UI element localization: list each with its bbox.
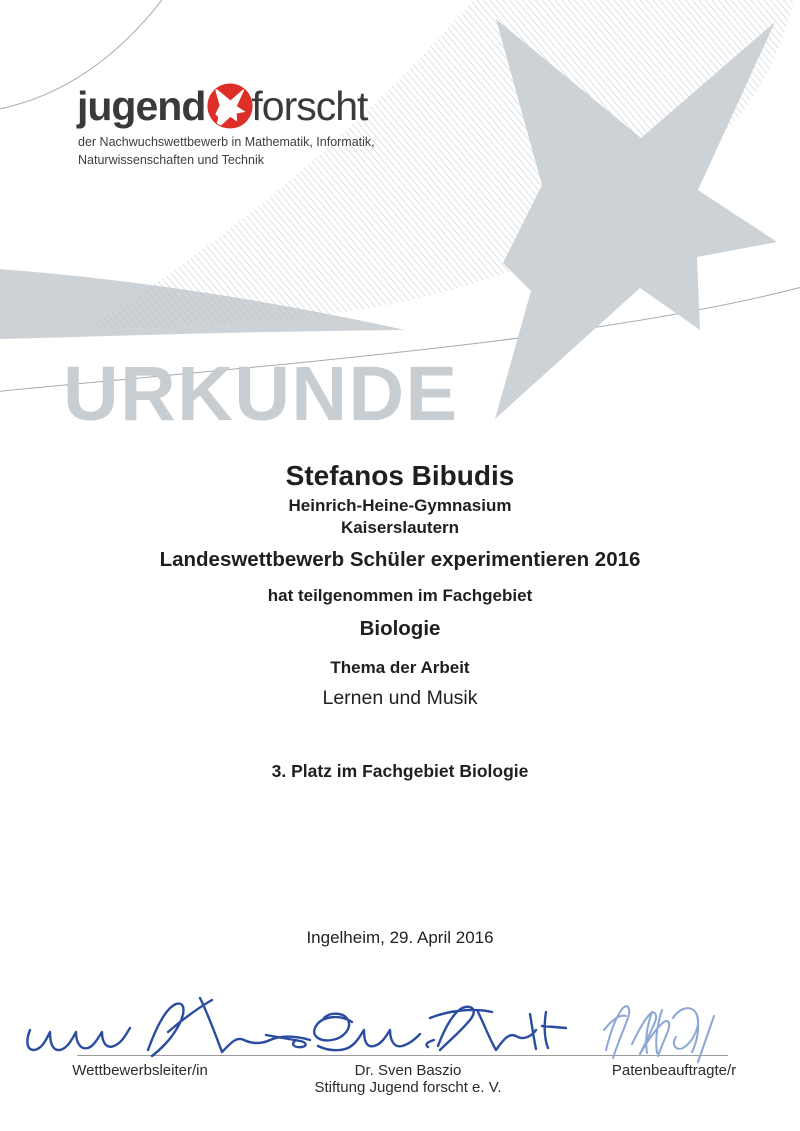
signature-label-middle [258, 1063, 558, 1096]
signature-right [604, 1006, 714, 1062]
participation-text: hat teilgenommen im Fachgebiet [267, 586, 533, 605]
signature-label-right: Patenbeauftragte/r [611, 1062, 737, 1079]
competition-title: Landeswettbewerb Schüler experimentieren 2016 [159, 548, 641, 571]
urkunde-watermark-title: URKUNDE [63, 351, 459, 437]
signer-organization: Stiftung Jugend forscht e. V. [314, 1078, 502, 1096]
recipient-name: Stefanos Bibudis [285, 460, 515, 491]
logo-tagline-line1: der Nachwuchswettbewerb in Mathematik, Informatik, [78, 135, 375, 149]
signer-name: Dr. Sven Baszio [354, 1062, 462, 1079]
subject-field: Biologie [359, 617, 441, 640]
logo-word-forscht: forscht [251, 82, 368, 129]
logo-tagline-line2: Naturwissenschaften und Technik [78, 153, 264, 168]
work-title: Lernen und Musik [322, 687, 478, 709]
signature-middle [266, 1007, 566, 1050]
recipient-city: Kaiserslautern [340, 518, 460, 537]
place-and-date: Ingelheim, 29. April 2016 [306, 928, 494, 947]
award-text: 3. Platz im Fachgebiet Biologie [271, 761, 529, 781]
recipient-school: Heinrich-Heine-Gymnasium [288, 496, 512, 515]
signature-label-left: Wettbewerbsleiter/in [72, 1062, 208, 1079]
work-title-label: Thema der Arbeit [330, 658, 470, 677]
logo-word-jugend: jugend [77, 82, 206, 129]
signature-left [27, 998, 310, 1056]
